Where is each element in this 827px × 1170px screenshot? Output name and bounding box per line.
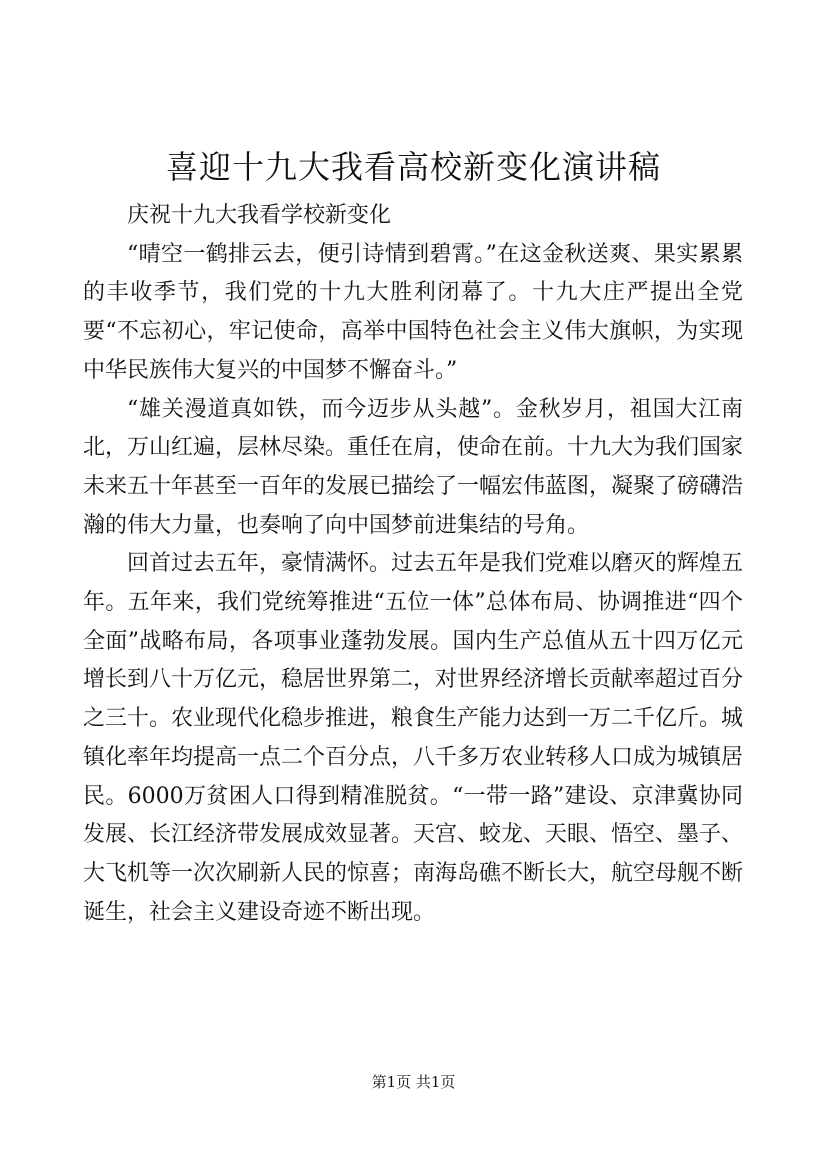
page-footer: 第1页 共1页 xyxy=(371,1073,456,1091)
paragraph-1: “晴空一鹤排云去，便引诗情到碧霄。”在这金秋送爽、果实累累的丰收季节，我们党的十九大胜利闭幕了。十九大庄严提出全党要“不忘初心，牢记使命，高举中国特色社会主义伟大旗帜，为实现中华民族伟大复兴的中国梦不懈奋斗。” xyxy=(83,241,743,383)
paragraph-2: “雄关漫道真如铁，而今迈步从头越”。金秋岁月，祖国大江南北，万山红遍，层林尽染。重任在肩，使命在前。十九大为我们国家未来五十年甚至一百年的发展已描绘了一幅宏伟蓝图，凝聚了磅礴浩瀚的伟大力量，也奏响了向中国梦前进集结的号角。 xyxy=(83,396,744,538)
paragraph-3: 回首过去五年，豪情满怀。过去五年是我们党难以磨灭的辉煌五年。五年来，我们党统筹推进“五位一体”总体布局、协调推进“四个全面”战略布局，各项事业蓬勃发展。国内生产总值从五十四万亿元增长到八十万亿元，稳居世界第二，对世界经济增长贡献率超过百分之三十。农业现代化稳步推进，粮食生产能力达到一万二千亿斤。城镇化率年均提高一点二个百分点，八千多万农业转移人口成为城镇居民。6000万贫困人口得到精准脱贫。“一带一路”建设、京津冀协同发展、长江经济带发展成效显著。天宫、蛟龙、天眼、悟空、墨子、大飞机等一次次刷新人民的惊喜；南海岛礁不断长大，航空母舰不断诞生，社会主义建设奇迹不断出现。 xyxy=(83,551,744,925)
document-body xyxy=(83,197,743,932)
document-title: 喜迎十九大我看高校新变化演讲稿 xyxy=(165,148,661,186)
subtitle-paragraph: 庆祝十九大我看学校新变化 xyxy=(127,203,392,228)
